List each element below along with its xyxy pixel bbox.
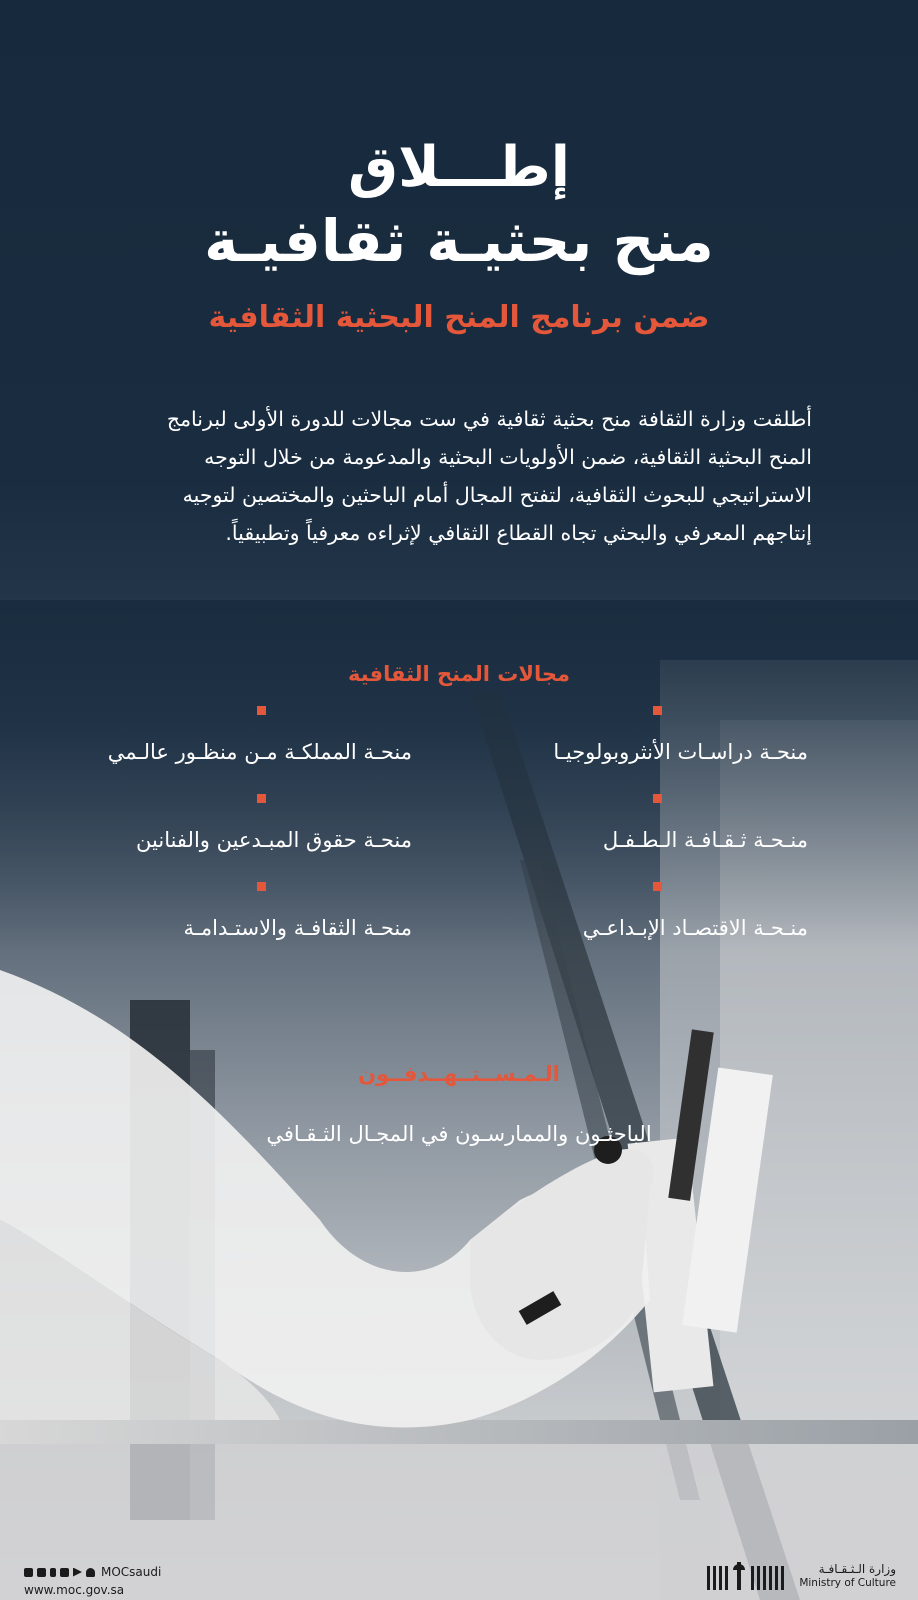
bullet-square-icon — [257, 882, 266, 891]
x-icon[interactable] — [24, 1568, 33, 1577]
footer-social — [24, 1566, 161, 1596]
website-url[interactable]: www.moc.gov.sa — [24, 1583, 125, 1597]
headline-launch: إطـــلاق — [348, 135, 570, 200]
grant-label: منحـة حقوق المبـدعين والفنانين — [136, 828, 412, 852]
intro-line: أطلقت وزارة الثقافة منح بحثية ثقافية في ست مجالات للدورة الأولى لبرنامج — [166, 407, 812, 431]
ministry-name-english: Ministry of Culture — [799, 1576, 896, 1589]
tiktok-icon[interactable] — [60, 1568, 69, 1577]
bullet-square-icon — [257, 794, 266, 803]
ministry-logo-mark-icon — [707, 1562, 789, 1590]
grant-item — [108, 742, 412, 763]
intro-line: الاستراتيجي للبحوث الثقافية، لتفتح المجال أمام الباحثين والمختصين لتوجيه — [182, 483, 812, 507]
grant-item — [553, 742, 808, 763]
bullet-square-icon — [653, 706, 662, 715]
grant-item — [184, 918, 413, 939]
grant-item — [583, 918, 808, 939]
headline-title: منح بحثيـة ثقافيـة — [204, 207, 714, 275]
ministry-logo-text — [799, 1563, 896, 1589]
snapchat-icon[interactable] — [86, 1568, 95, 1577]
social-handle[interactable]: MOCsaudi — [101, 1565, 162, 1579]
instagram-icon[interactable] — [37, 1568, 46, 1577]
intro-paragraph — [100, 400, 812, 552]
target-audience-text: الباحثـون والممارسـون في المجـال الثـقـافي — [266, 1122, 652, 1146]
grant-label: منحـة المملكـة مـن منظـور عالـمي — [107, 740, 412, 764]
bullet-square-icon — [653, 882, 662, 891]
headline-subtitle: ضمن برنامج المنح البحثية الثقافية — [208, 300, 710, 335]
grant-label: منحـة دراسـات الأنثروبولوجيـا — [553, 740, 808, 764]
intro-line: المنح البحثية الثقافية، ضمن الأولويات البحثية والمدعومة من خلال التوجه — [204, 445, 812, 469]
grants-section-title: مجالات المنح الثقافية — [348, 662, 570, 686]
grant-label: منـحـة ثـقـافـة الـطـفـل — [602, 828, 808, 852]
intro-line: إنتاجهم المعرفي والبحثي تجاه القطاع الثقافي لإثراءه معرفياً وتطبيقياً. — [225, 521, 812, 545]
social-icons-row — [24, 1566, 161, 1578]
youtube-icon[interactable] — [73, 1568, 82, 1577]
grant-label: منـحـة الاقتصـاد الإبـداعـي — [582, 916, 808, 940]
ministry-name-arabic: وزارة الـثـقـافـة — [818, 1562, 896, 1577]
grant-item — [603, 830, 808, 851]
ministry-logo — [707, 1562, 896, 1590]
grant-item — [136, 830, 412, 851]
bullet-square-icon — [653, 794, 662, 803]
grant-label: منحـة الثقافـة والاستـدامـة — [183, 916, 412, 940]
bullet-square-icon — [257, 706, 266, 715]
facebook-icon[interactable] — [50, 1568, 56, 1577]
target-section-title: الـمـســتــهــدفــون — [358, 1062, 560, 1086]
